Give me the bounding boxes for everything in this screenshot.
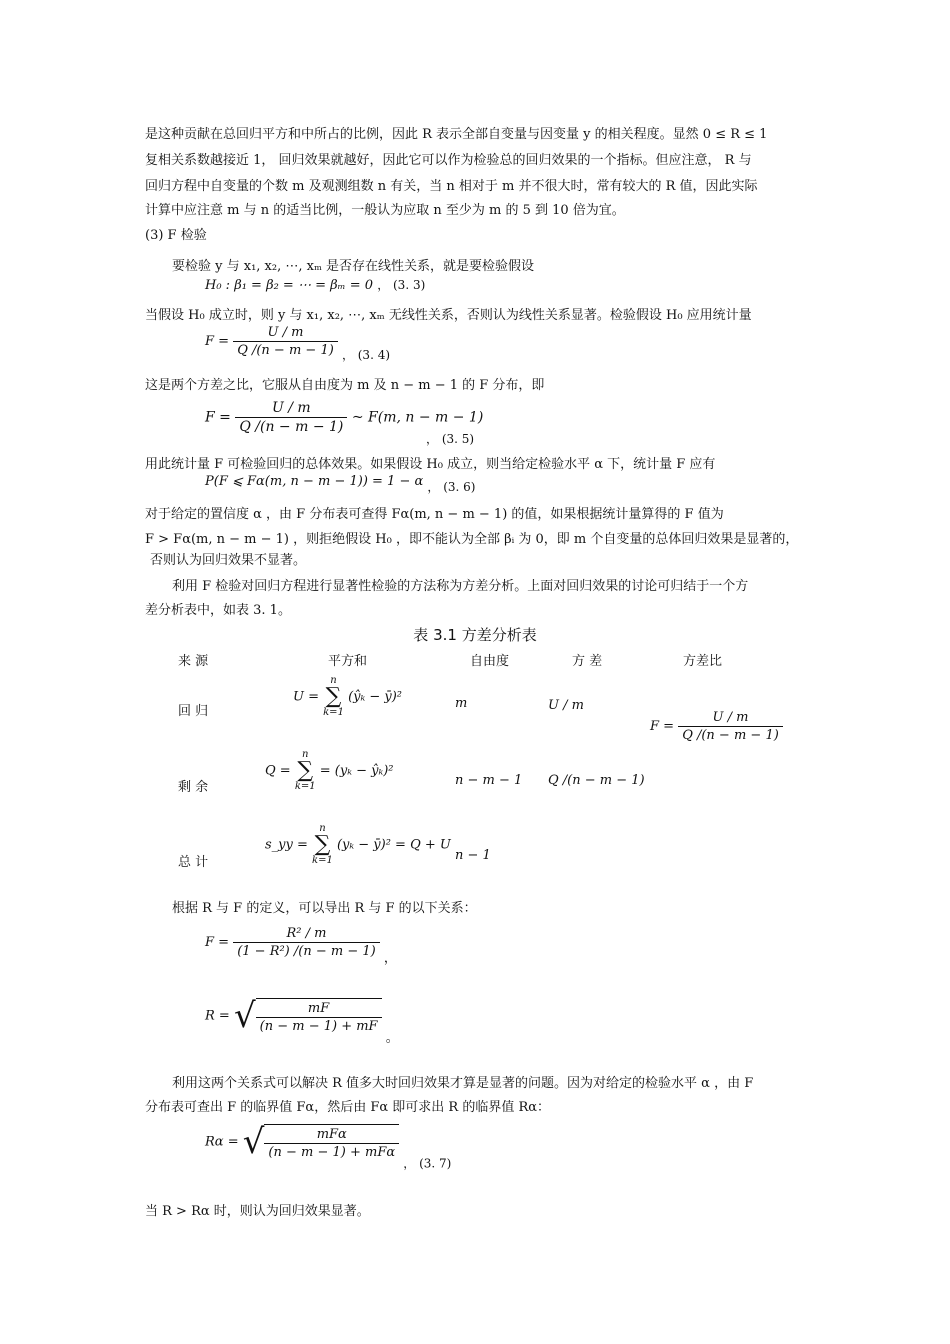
regression-df-value: m (455, 696, 468, 711)
equation-3-3 (205, 276, 425, 293)
sum-upper: n (319, 823, 326, 834)
regression-ss-lhs: U = (293, 689, 319, 705)
sigma-glyph: ∑ (314, 832, 331, 857)
rel-f-tail: ， (383, 951, 397, 966)
table-header-df: 自由度 (470, 654, 510, 669)
table-total-df (455, 848, 491, 863)
rel-r-numerator: mF (256, 1001, 382, 1018)
sum-symbol (312, 824, 333, 866)
sum-upper: n (330, 675, 337, 686)
residual-ss-lhs: Q = (265, 763, 291, 779)
anova-line-1: 利用 F 检验对回归方程进行显著性检验的方法称为方差分析。上面对回归效果的讨论可归结于一个方 (172, 579, 749, 594)
eq33-body: H₀ : β₁ = β₂ = ⋯ = βₘ = 0 (205, 278, 374, 293)
rel-r-radicand (256, 998, 382, 1034)
regression-ss-term: (ŷₖ − ȳ)² (348, 689, 403, 705)
total-ss-term: (yₖ − ȳ)² = Q + U (336, 837, 451, 853)
radical-glyph: √ (242, 1122, 265, 1162)
rel-r-denominator: (n − m − 1) + mF (259, 1019, 378, 1034)
rel-f-lhs: F = (205, 935, 230, 950)
table-row-label-total: 总 计 (178, 855, 209, 870)
eq34-fraction (233, 325, 338, 358)
stat-line: 用此统计量 F 可检验回归的总体效果。如果假设 H₀ 成立，则当给定检验水平 α 下，统计量 F 应有 (145, 457, 716, 472)
table-caption: 表 3.1 方差分析表 (413, 626, 537, 644)
total-df-value: n − 1 (455, 848, 491, 863)
equation-3-7 (205, 1122, 451, 1172)
para1-line-3: 回归方程中自变量的个数 m 及观测组数 n 有关，当 n 相对于 m 并不很大时，常有较大的 R 值，因此实际 (145, 179, 758, 194)
eq37-number: ， (3. 7) (403, 1156, 452, 1171)
eq37-radicand (264, 1124, 399, 1160)
residual-df-value: n − m − 1 (455, 773, 523, 788)
regression-var-value: U / m (548, 698, 584, 713)
table-residual-var (548, 773, 645, 788)
table-residual-ss (265, 750, 394, 792)
ratio-denominator: Q /(n − m − 1) (682, 728, 779, 743)
table-header-variance-ratio: 方差比 (683, 654, 723, 669)
crit-line-2: 分布表可查出 F 的临界值 Fα，然后由 Fα 即可求出 R 的临界值 Rα： (145, 1100, 551, 1115)
sum-upper: n (302, 749, 309, 760)
relation-r (205, 996, 399, 1046)
eq34-numerator: U / m (233, 325, 338, 342)
table-variance-ratio (650, 710, 783, 743)
table-regression-df (455, 696, 467, 711)
equation-3-6 (205, 474, 475, 495)
residual-ss-term: = (yₖ − ŷₖ)² (319, 763, 394, 779)
rel-r-tail: 。 (385, 1030, 399, 1046)
para1-line-4: 计算中应注意 m 与 n 的适当比例，一般认为应取 n 至少为 m 的 5 到 10 倍为宜。 (145, 203, 625, 218)
para1-line-2: 复相关系数越接近 1， 回归效果就越好，因此它可以作为检验总的回归效果的一个指标。但应注意， R 与 (145, 153, 752, 168)
table-total-ss (265, 824, 451, 866)
assume-line: 当假设 H₀ 成立时，则 y 与 x₁, x₂, ⋯, xₘ 无线性关系，否则认为线性关系显著。检验假设 H₀ 应用统计量 (145, 308, 752, 323)
eq35-number: ， (3. 5) (426, 432, 475, 446)
eq35-rhs: ~ F(m, n − m − 1) (351, 409, 484, 426)
rel-r-fraction (256, 1001, 382, 1034)
ratio-lhs: F = (650, 719, 675, 734)
eq36-number: ， (3. 6) (427, 480, 476, 494)
eq35-fraction (235, 400, 347, 435)
relation-line: 根据 R 与 F 的定义，可以导出 R 与 F 的以下关系： (172, 901, 477, 916)
table-header-sum-of-squares: 平方和 (328, 654, 368, 669)
table-row-label-regression: 回 归 (178, 704, 209, 719)
eq35-numerator: U / m (235, 400, 347, 418)
rel-r-lhs: R = (205, 1008, 230, 1024)
conf-line-1: 对于给定的置信度 α ，由 F 分布表可查得 Fα(m, n − m − 1) 的值，如果根据统计量算得的 F 值为 (145, 507, 724, 522)
eq35-lhs: F = (205, 409, 231, 426)
table-header-variance: 方 差 (572, 654, 603, 669)
sum-lower: k=1 (323, 707, 344, 718)
total-ss-lhs: s_yy = (265, 837, 308, 853)
ratio-line: 这是两个方差之比，它服从自由度为 m 及 n − m − 1 的 F 分布，即 (145, 378, 545, 393)
sum-lower: k=1 (294, 781, 316, 792)
sum-symbol (295, 750, 316, 792)
final-line: 当 R > Rα 时，则认为回归效果显著。 (145, 1204, 370, 1219)
test-intro: 要检验 y 与 x₁, x₂, ⋯, xₘ 是否存在线性关系，就是要检验假设 (172, 259, 535, 274)
crit-line-1: 利用这两个关系式可以解决 R 值多大时回归效果才算是显著的问题。因为对给定的检验水平 α ，由 F (172, 1076, 754, 1091)
sigma-glyph: ∑ (297, 758, 314, 783)
eq37-numerator: mFα (264, 1127, 399, 1144)
eq37-lhs: Rα = (205, 1134, 239, 1150)
table-header-source: 来 源 (178, 654, 209, 669)
table-regression-var (548, 698, 584, 713)
rel-f-fraction (233, 926, 380, 959)
table-row-label-residual: 剩 余 (178, 780, 209, 795)
conf-line-3: 否则认为回归效果不显著。 (150, 553, 307, 568)
radical-glyph: √ (233, 996, 256, 1036)
residual-var-value: Q /(n − m − 1) (548, 773, 645, 788)
eq35-denominator: Q /(n − m − 1) (239, 419, 344, 435)
ratio-fraction (678, 710, 783, 743)
sigma-glyph: ∑ (325, 684, 342, 709)
section-heading: (3) F 检验 (145, 228, 207, 243)
eq37-fraction (264, 1127, 399, 1160)
eq34-denominator: Q /(n − m − 1) (237, 343, 334, 358)
sqrt-symbol (243, 1122, 399, 1162)
sum-symbol (323, 676, 344, 718)
anova-line-2: 差分析表中，如表 3. 1。 (145, 603, 291, 618)
relation-f (205, 926, 397, 966)
sum-lower: k=1 (312, 855, 333, 866)
eq34-lhs: F = (205, 334, 230, 349)
sqrt-symbol (234, 996, 382, 1036)
eq37-denominator: (n − m − 1) + mFα (268, 1145, 396, 1160)
ratio-numerator: U / m (678, 710, 783, 727)
table-residual-df (455, 773, 522, 788)
eq34-number: ， (3. 4) (341, 348, 391, 362)
rel-f-numerator: R² / m (233, 926, 380, 943)
table-regression-ss (293, 676, 402, 718)
eq33-number: ， (3. 3) (377, 278, 426, 292)
equation-3-4 (205, 325, 390, 363)
para1-line-1: 是这种贡献在总回归平方和中所占的比例，因此 R 表示全部自变量与因变量 y 的相关程度。显然 0 ≤ R ≤ 1 (145, 127, 768, 142)
eq36-body: P(F ⩽ Fα(m, n − m − 1)) = 1 − α (205, 474, 424, 489)
rel-f-denominator: (1 − R²) /(n − m − 1) (237, 944, 376, 959)
conf-line-2: F > Fα(m, n − m − 1) ，则拒绝假设 H₀ ，即不能认为全部 βᵢ 为 0，即 m 个自变量的总体回归效果是显著的， (145, 532, 799, 547)
